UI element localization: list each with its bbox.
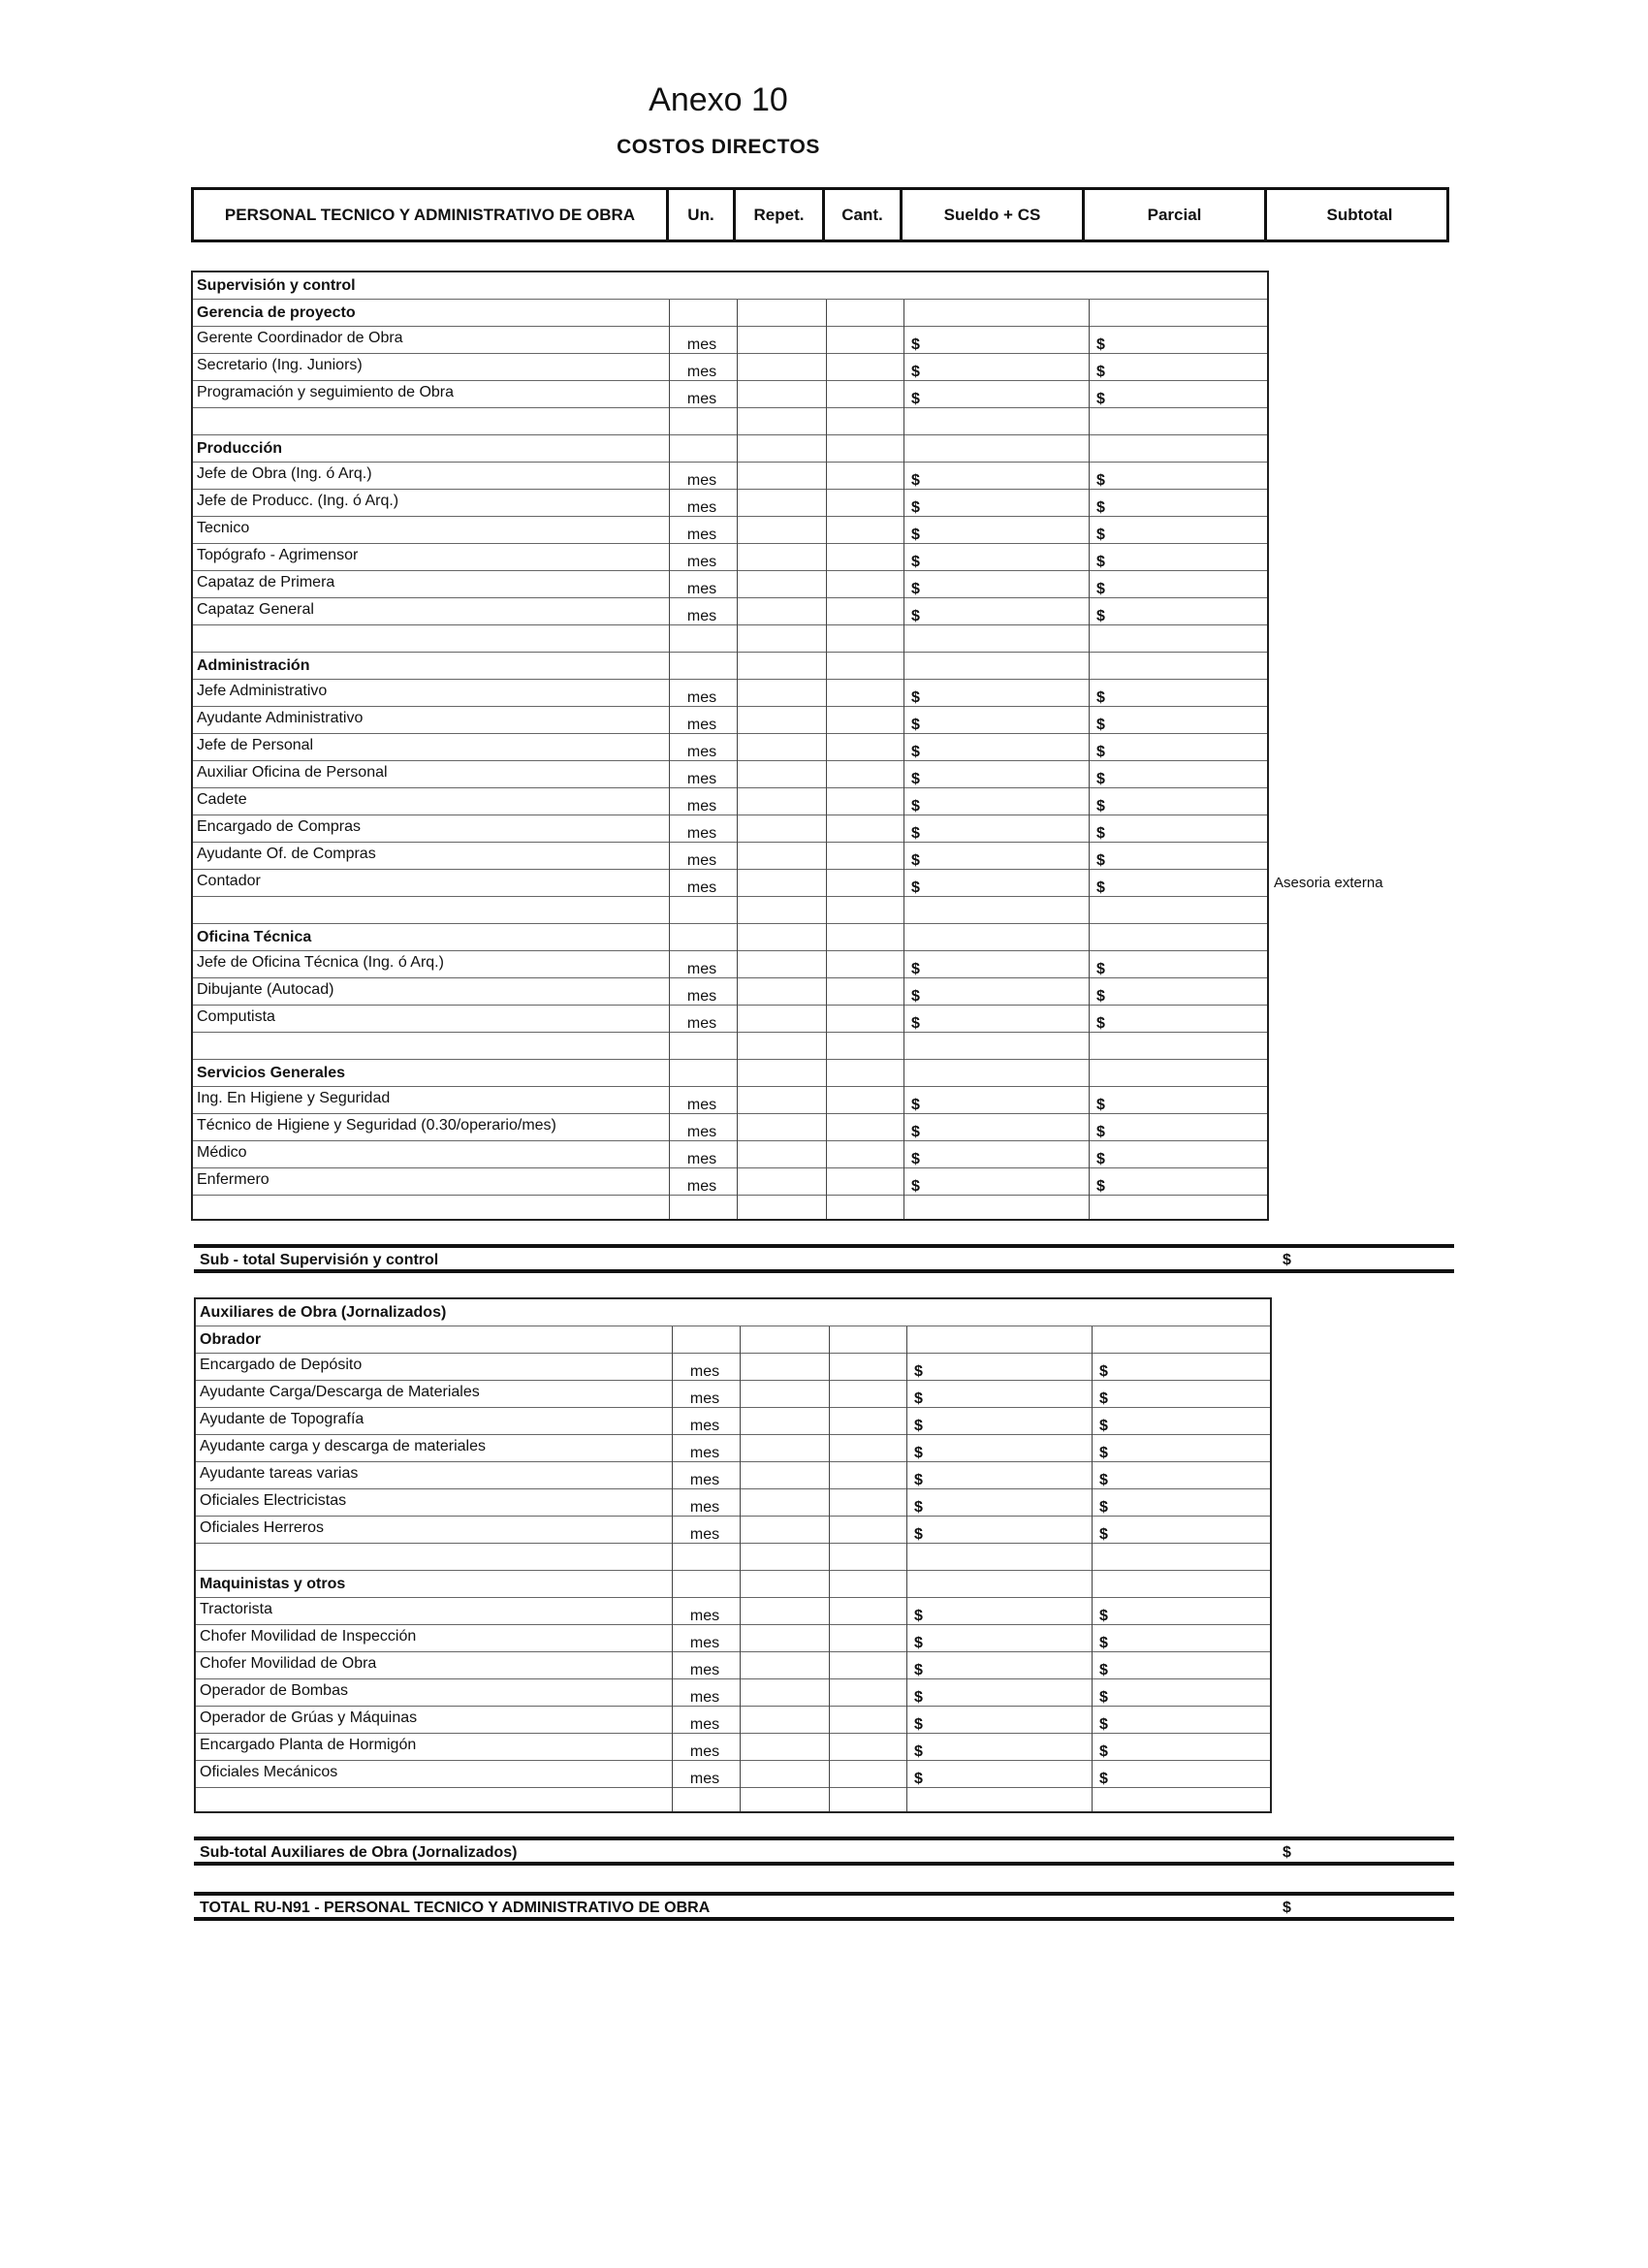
- sueldo-currency: $: [914, 1771, 923, 1787]
- group-heading: Administración: [197, 657, 310, 674]
- item-label: Ayudante carga y descarga de materiales: [200, 1438, 486, 1454]
- column-divider: [829, 1326, 830, 1811]
- item-label: Encargado de Depósito: [200, 1357, 363, 1373]
- line-item-row: [193, 978, 1267, 1006]
- parcial-currency: $: [1096, 499, 1105, 516]
- item-label: Dibujante (Autocad): [197, 981, 334, 998]
- sueldo-currency: $: [914, 1608, 923, 1624]
- item-label: Ayudante tareas varias: [200, 1465, 359, 1482]
- line-item-row: [196, 1517, 1270, 1544]
- header-parcial: Parcial: [1085, 190, 1267, 240]
- unit-cell: mes: [686, 744, 717, 760]
- parcial-currency: $: [1096, 1151, 1105, 1167]
- total-row: [194, 1892, 1454, 1921]
- section-row: [193, 653, 1267, 680]
- parcial-currency: $: [1096, 1178, 1105, 1195]
- unit-cell: mes: [686, 499, 717, 516]
- sueldo-currency: $: [911, 1178, 920, 1195]
- unit-cell: mes: [689, 1743, 720, 1760]
- unit-cell: mes: [686, 581, 717, 597]
- line-item-row: [196, 1381, 1270, 1408]
- sueldo-currency: $: [911, 852, 920, 869]
- item-label: Chofer Movilidad de Obra: [200, 1655, 377, 1672]
- parcial-currency: $: [1096, 717, 1105, 733]
- parcial-currency: $: [1096, 472, 1105, 489]
- unit-cell: mes: [686, 825, 717, 842]
- unit-cell: mes: [686, 1178, 717, 1195]
- total-value: $: [1283, 1900, 1291, 1916]
- line-item-row: [193, 490, 1267, 517]
- parcial-currency: $: [1099, 1716, 1108, 1733]
- parcial-currency: $: [1099, 1472, 1108, 1488]
- sueldo-currency: $: [911, 1097, 920, 1113]
- column-divider: [740, 1326, 741, 1811]
- line-item-row: [193, 788, 1267, 815]
- sueldo-currency: $: [914, 1526, 923, 1543]
- line-item-row: [196, 1462, 1270, 1489]
- parcial-currency: $: [1096, 852, 1105, 869]
- item-label: Contador: [197, 873, 261, 889]
- item-label: Capataz de Primera: [197, 574, 335, 591]
- line-item-row: [196, 1598, 1270, 1625]
- sueldo-currency: $: [911, 1124, 920, 1140]
- sueldo-currency: $: [914, 1689, 923, 1706]
- unit-cell: mes: [689, 1526, 720, 1543]
- parcial-currency: $: [1096, 798, 1105, 815]
- line-item-row: [193, 1006, 1267, 1033]
- page-title: Anexo 10: [649, 81, 788, 118]
- line-item-row: [193, 951, 1267, 978]
- parcial-currency: $: [1096, 554, 1105, 570]
- unit-cell: mes: [686, 1151, 717, 1167]
- sueldo-currency: $: [914, 1363, 923, 1380]
- line-item-row: [196, 1734, 1270, 1761]
- section-row: [193, 300, 1267, 327]
- group-heading: Producción: [197, 440, 283, 457]
- parcial-currency: $: [1099, 1662, 1108, 1678]
- section-row: [193, 272, 1267, 300]
- parcial-currency: $: [1099, 1771, 1108, 1787]
- column-divider: [903, 300, 904, 1219]
- section-row: [193, 1060, 1267, 1087]
- line-item-row: [196, 1354, 1270, 1381]
- sueldo-currency: $: [914, 1418, 923, 1434]
- column-header-bar: [191, 187, 1449, 242]
- item-label: Encargado de Compras: [197, 818, 361, 835]
- parcial-currency: $: [1099, 1608, 1108, 1624]
- unit-cell: mes: [686, 527, 717, 543]
- parcial-currency: $: [1096, 1124, 1105, 1140]
- section-row: [193, 435, 1267, 463]
- parcial-currency: $: [1099, 1635, 1108, 1651]
- unit-cell: mes: [686, 852, 717, 869]
- subtotal-supervision-row: [194, 1244, 1454, 1273]
- group-heading: Maquinistas y otros: [200, 1576, 346, 1592]
- unit-cell: mes: [689, 1635, 720, 1651]
- parcial-currency: $: [1099, 1363, 1108, 1380]
- parcial-currency: $: [1096, 1015, 1105, 1032]
- item-label: Jefe de Producc. (Ing. ó Arq.): [197, 493, 399, 509]
- sueldo-currency: $: [914, 1743, 923, 1760]
- column-divider: [906, 1326, 907, 1811]
- subtotal-supervision-label: Sub - total Supervisión y control: [200, 1252, 439, 1268]
- line-item-row: [193, 1141, 1267, 1168]
- item-label: Jefe Administrativo: [197, 683, 328, 699]
- parcial-currency: $: [1099, 1743, 1108, 1760]
- item-label: Oficiales Electricistas: [200, 1492, 347, 1509]
- line-item-row: [193, 843, 1267, 870]
- line-item-row: [193, 544, 1267, 571]
- line-item-row: [196, 1625, 1270, 1652]
- line-item-row: [196, 1489, 1270, 1517]
- line-item-row: [193, 707, 1267, 734]
- sueldo-currency: $: [914, 1472, 923, 1488]
- line-item-row: [193, 598, 1267, 625]
- unit-cell: mes: [686, 1015, 717, 1032]
- line-item-row: [193, 680, 1267, 707]
- sueldo-currency: $: [911, 771, 920, 787]
- header-un: Un.: [669, 190, 736, 240]
- blank-row: [193, 897, 1267, 924]
- unit-cell: mes: [686, 798, 717, 815]
- line-item-row: [196, 1652, 1270, 1679]
- parcial-currency: $: [1096, 1097, 1105, 1113]
- unit-cell: mes: [689, 1363, 720, 1380]
- item-label: Ayudante de Topografía: [200, 1411, 364, 1427]
- parcial-currency: $: [1099, 1689, 1108, 1706]
- subtotal-auxiliares-value: $: [1283, 1844, 1291, 1861]
- header-personal: PERSONAL TECNICO Y ADMINISTRATIVO DE OBRA: [194, 190, 669, 240]
- blank-row: [193, 625, 1267, 653]
- group-heading: Servicios Generales: [197, 1065, 345, 1081]
- sueldo-currency: $: [911, 689, 920, 706]
- table-heading: Supervisión y control: [197, 277, 356, 294]
- sueldo-currency: $: [911, 472, 920, 489]
- item-label: Cadete: [197, 791, 247, 808]
- item-label: Capataz General: [197, 601, 314, 618]
- item-label: Ayudante Administrativo: [197, 710, 364, 726]
- unit-cell: mes: [686, 771, 717, 787]
- item-label: Oficiales Herreros: [200, 1519, 325, 1536]
- blank-row: [196, 1544, 1270, 1571]
- table-heading: Auxiliares de Obra (Jornalizados): [200, 1304, 447, 1321]
- header-sueldo: Sueldo + CS: [903, 190, 1085, 240]
- parcial-currency: $: [1096, 961, 1105, 977]
- sueldo-currency: $: [911, 1151, 920, 1167]
- item-label: Tractorista: [200, 1601, 272, 1617]
- sueldo-currency: $: [911, 581, 920, 597]
- unit-cell: mes: [689, 1608, 720, 1624]
- unit-cell: mes: [689, 1472, 720, 1488]
- header-cant: Cant.: [825, 190, 903, 240]
- sueldo-currency: $: [911, 798, 920, 815]
- unit-cell: mes: [689, 1662, 720, 1678]
- item-label: Ayudante Of. de Compras: [197, 846, 376, 862]
- line-item-row: [193, 815, 1267, 843]
- line-item-row: [196, 1408, 1270, 1435]
- sueldo-currency: $: [914, 1662, 923, 1678]
- sueldo-currency: $: [914, 1445, 923, 1461]
- column-divider: [672, 1326, 673, 1811]
- line-item-row: [193, 734, 1267, 761]
- parcial-currency: $: [1099, 1499, 1108, 1516]
- line-item-row: [193, 327, 1267, 354]
- unit-cell: mes: [686, 1124, 717, 1140]
- parcial-currency: $: [1099, 1445, 1108, 1461]
- parcial-currency: $: [1099, 1390, 1108, 1407]
- parcial-currency: $: [1096, 527, 1105, 543]
- line-item-row: [193, 1114, 1267, 1141]
- sueldo-currency: $: [911, 527, 920, 543]
- parcial-currency: $: [1096, 825, 1105, 842]
- section-row: [196, 1326, 1270, 1354]
- item-label: Programación y seguimiento de Obra: [197, 384, 455, 400]
- column-divider: [1092, 1326, 1093, 1811]
- line-item-row: [193, 571, 1267, 598]
- group-heading: Gerencia de proyecto: [197, 304, 356, 321]
- blank-row: [193, 1196, 1267, 1223]
- sueldo-currency: $: [914, 1716, 923, 1733]
- sueldo-currency: $: [911, 961, 920, 977]
- parcial-currency: $: [1096, 879, 1105, 896]
- line-item-row: [193, 761, 1267, 788]
- line-item-row: [193, 517, 1267, 544]
- sueldo-currency: $: [914, 1635, 923, 1651]
- item-label: Topógrafo - Agrimensor: [197, 547, 359, 563]
- sueldo-currency: $: [911, 744, 920, 760]
- parcial-currency: $: [1096, 771, 1105, 787]
- sueldo-currency: $: [911, 336, 920, 353]
- unit-cell: mes: [686, 364, 717, 380]
- total-label: TOTAL RU-N91 - PERSONAL TECNICO Y ADMINISTRATIVO DE OBRA: [200, 1900, 711, 1916]
- item-label: Tecnico: [197, 520, 250, 536]
- item-label: Secretario (Ing. Juniors): [197, 357, 363, 373]
- parcial-currency: $: [1096, 364, 1105, 380]
- item-label: Jefe de Personal: [197, 737, 314, 753]
- sueldo-currency: $: [911, 879, 920, 896]
- item-label: Encargado Planta de Hormigón: [200, 1737, 417, 1753]
- unit-cell: mes: [689, 1418, 720, 1434]
- unit-cell: mes: [686, 717, 717, 733]
- section-row: [196, 1571, 1270, 1598]
- item-label: Chofer Movilidad de Inspección: [200, 1628, 417, 1645]
- blank-row: [193, 1033, 1267, 1060]
- unit-cell: mes: [686, 961, 717, 977]
- line-item-row: [196, 1761, 1270, 1788]
- subtotal-supervision-value: $: [1283, 1252, 1291, 1268]
- header-repet: Repet.: [736, 190, 825, 240]
- sueldo-currency: $: [911, 364, 920, 380]
- unit-cell: mes: [689, 1445, 720, 1461]
- line-item-row: [193, 381, 1267, 408]
- item-label: Oficiales Mecánicos: [200, 1764, 338, 1780]
- blank-row: [193, 408, 1267, 435]
- sueldo-currency: $: [911, 825, 920, 842]
- column-divider: [737, 300, 738, 1219]
- parcial-currency: $: [1096, 689, 1105, 706]
- unit-cell: mes: [686, 472, 717, 489]
- parcial-currency: $: [1096, 988, 1105, 1005]
- unit-cell: mes: [686, 336, 717, 353]
- subtotal-auxiliares-row: [194, 1837, 1454, 1866]
- unit-cell: mes: [686, 554, 717, 570]
- column-divider: [826, 300, 827, 1219]
- header-subtotal: Subtotal: [1326, 205, 1393, 224]
- unit-cell: mes: [689, 1771, 720, 1787]
- item-label: Auxiliar Oficina de Personal: [197, 764, 388, 781]
- parcial-currency: $: [1099, 1526, 1108, 1543]
- group-heading: Obrador: [200, 1331, 262, 1348]
- page-subtitle: COSTOS DIRECTOS: [617, 136, 820, 158]
- item-label: Computista: [197, 1008, 275, 1025]
- line-item-row: [196, 1435, 1270, 1462]
- item-label: Médico: [197, 1144, 247, 1161]
- item-label: Gerente Coordinador de Obra: [197, 330, 403, 346]
- item-label: Operador de Bombas: [200, 1682, 348, 1699]
- line-item-row: [196, 1679, 1270, 1707]
- parcial-currency: $: [1096, 336, 1105, 353]
- supervision-table: [191, 271, 1269, 1221]
- sueldo-currency: $: [911, 499, 920, 516]
- sueldo-currency: $: [911, 554, 920, 570]
- line-item-row: [193, 354, 1267, 381]
- column-divider: [669, 300, 670, 1219]
- unit-cell: mes: [686, 608, 717, 624]
- parcial-currency: $: [1096, 581, 1105, 597]
- column-divider: [1089, 300, 1090, 1219]
- parcial-currency: $: [1096, 391, 1105, 407]
- item-label: Jefe de Obra (Ing. ó Arq.): [197, 465, 372, 482]
- line-item-row: [193, 1168, 1267, 1196]
- unit-cell: mes: [686, 988, 717, 1005]
- unit-cell: mes: [686, 1097, 717, 1113]
- unit-cell: mes: [689, 1499, 720, 1516]
- item-label: Jefe de Oficina Técnica (Ing. ó Arq.): [197, 954, 444, 971]
- item-label: Técnico de Higiene y Seguridad (0.30/operario/mes): [197, 1117, 556, 1134]
- item-label: Ing. En Higiene y Seguridad: [197, 1090, 391, 1106]
- sueldo-currency: $: [911, 988, 920, 1005]
- sueldo-currency: $: [911, 1015, 920, 1032]
- sueldo-currency: $: [914, 1499, 923, 1516]
- parcial-currency: $: [1096, 744, 1105, 760]
- item-label: Ayudante Carga/Descarga de Materiales: [200, 1384, 480, 1400]
- parcial-currency: $: [1096, 608, 1105, 624]
- line-item-row: [193, 463, 1267, 490]
- group-heading: Oficina Técnica: [197, 929, 312, 945]
- subtotal-auxiliares-label: Sub-total Auxiliares de Obra (Jornalizados): [200, 1844, 518, 1861]
- section-row: [193, 924, 1267, 951]
- item-label: Operador de Grúas y Máquinas: [200, 1709, 418, 1726]
- line-item-row: [196, 1707, 1270, 1734]
- line-item-row: [193, 870, 1267, 897]
- auxiliares-table: [194, 1297, 1272, 1813]
- unit-cell: mes: [689, 1689, 720, 1706]
- sueldo-currency: $: [914, 1390, 923, 1407]
- unit-cell: mes: [686, 879, 717, 896]
- parcial-currency: $: [1099, 1418, 1108, 1434]
- sueldo-currency: $: [911, 717, 920, 733]
- unit-cell: mes: [689, 1716, 720, 1733]
- item-label: Enfermero: [197, 1171, 269, 1188]
- sueldo-currency: $: [911, 608, 920, 624]
- unit-cell: mes: [686, 391, 717, 407]
- sueldo-currency: $: [911, 391, 920, 407]
- section-row: [196, 1299, 1270, 1326]
- blank-row: [196, 1788, 1270, 1815]
- line-item-row: [193, 1087, 1267, 1114]
- contador-note: Asesoria externa: [1274, 875, 1383, 891]
- unit-cell: mes: [686, 689, 717, 706]
- unit-cell: mes: [689, 1390, 720, 1407]
